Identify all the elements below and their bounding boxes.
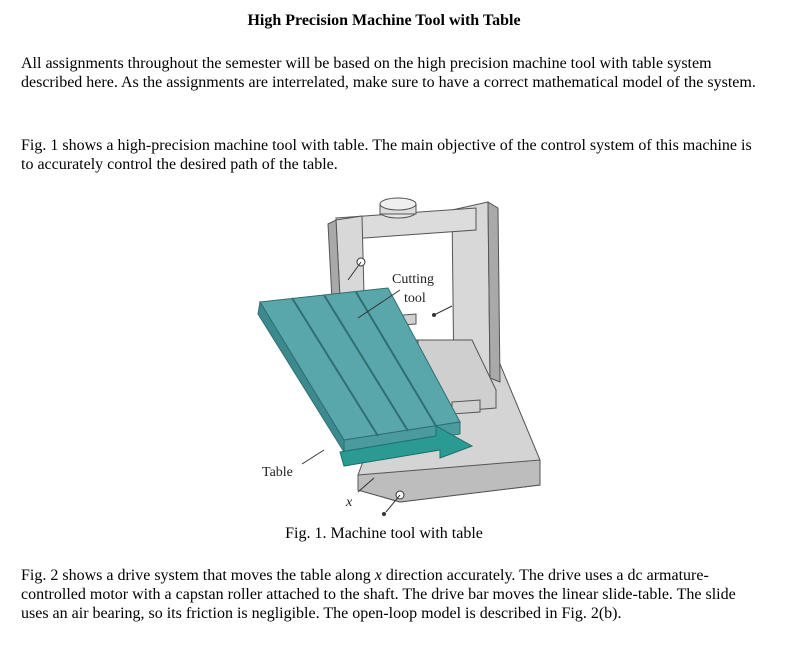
cutting-tool-label-line1: Cutting [392,272,435,287]
x-axis-label: x [346,495,353,510]
machine-tool-figure [240,190,560,525]
cutting-tool-label-line2: tool [404,291,426,306]
drive-text-part1: Fig. 2 shows a drive system that moves the table along [21,567,375,584]
right-column-side [488,202,500,382]
spindle-cap-top [380,198,416,210]
column-knob-lever [434,306,452,315]
intro-paragraph: All assignments throughout the semester will be based on the high precision machine tool with table system described here. As the assignments are interrelated, make sure to have a correct mathematical model of the system. [21,55,756,91]
machine-tool-illustration [240,190,560,525]
slide-rail-front [452,400,480,414]
spindle-head [336,216,364,298]
base-knob-end [382,512,386,516]
figure-description-paragraph: Fig. 1 shows a high-precision machine tool with table. The main objective of the control system of this machine is to accurately control the desired path of the table. [21,137,752,173]
table-label: Table [262,465,293,480]
figure-caption: Fig. 1. Machine tool with table [285,525,483,542]
table-leader [302,450,324,464]
drive-system-paragraph [21,566,761,623]
page-title: High Precision Machine Tool with Table [247,12,521,29]
drive-text-x-variable: x [374,567,382,584]
drive-text-part2: direction accurately. The drive uses a dc armature-controlled motor with a capstan roller attached to the shaft. The drive bar moves the linear slide-table. The slide uses an air bearing, so its friction is negligible. The open-loop model is described in Fig. 2(b). [21,567,736,622]
